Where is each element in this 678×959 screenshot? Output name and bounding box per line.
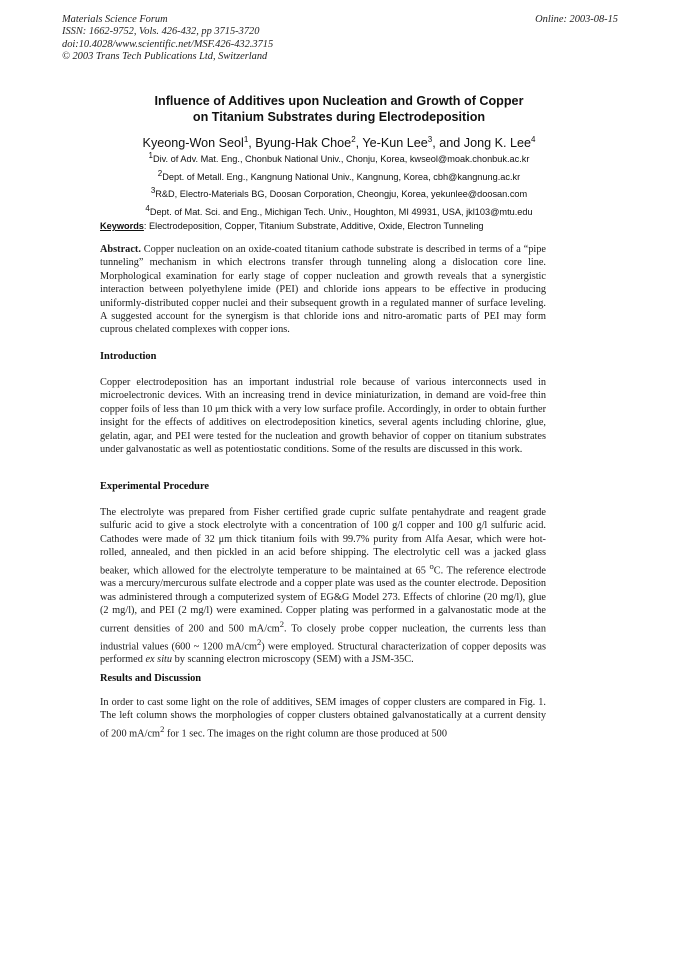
keywords-label: Keywords (100, 221, 144, 231)
author-sup: 1 (243, 135, 249, 144)
abstract (100, 243, 546, 337)
author-sup: 3 (427, 135, 433, 144)
abstract-label: Abstract. (100, 244, 141, 255)
keywords-text: : Electrodeposition, Copper, Titanium Substrate, Additive, Oxide, Electron Tunneling (143, 221, 484, 231)
res-text: for 1 sec. The images on the right column are those produced at 500 (164, 728, 447, 740)
section-heading-experimental: Experimental Procedure (100, 481, 209, 492)
keywords (100, 221, 618, 231)
author-sep: , (248, 136, 256, 151)
abstract-text: Copper nucleation on an oxide-coated titanium cathode substrate is described in terms of a “pipe tunneling” mechanism in which electrons transfer through tunneling along a dislocation core line. Morphological examination for early stage of copper nucleation and growth reveals that a synergistic interaction between polyethylene imide (PEI) and chloride ions appears to be effective in producing uniformly-distributed copper nuclei and their subsequent growth in a regulated manner of surface leveling. A suggested account for the synergism is that chloride ions and nitro-aromatic parts of PEI may form cuprous chelated complexes with copper ions. (100, 244, 546, 336)
online-date: Online: 2003-08-15 (535, 14, 618, 25)
journal-name: Materials Science Forum (62, 14, 168, 25)
affiliation-list (60, 149, 618, 220)
degree-sup: o (429, 560, 434, 571)
res-text: In order to cast some light on the role of additives, SEM images of copper clusters are compared in Fig. 1. The left column shows the morphologies of copper clusters obtained galvanostatically at a current density of 200 mA/cm (100, 697, 546, 740)
affil-sup: 2 (157, 168, 163, 178)
affil-sup: 3 (150, 186, 156, 196)
affiliation (60, 149, 618, 167)
exp-text: C. The reference electrode was a mercury/mercurous sulfate electrode and a copper plate was used as the counter electrode. Deposition was administered through a computerized system of EG&G Model 273. Effects of chlorine (20 mg/l), glue (2 mg/l), and PEI (2 mg/l) were examined. Copper plating was performed in a galvanostatic mode at the current densities of 200 and 500 mA/cm (100, 565, 546, 635)
superscript: 2 (160, 723, 165, 734)
doi-line: doi:10.4028/www.scientific.net/MSF.426-432.3715 (62, 38, 274, 50)
affiliation (60, 167, 618, 185)
section-heading-results: Results and Discussion (100, 673, 202, 684)
affil-text: Dept. of Mat. Sci. and Eng., Michigan Tech. Univ., Houghton, MI 49931, USA, jkl103@mtu.edu (149, 207, 533, 218)
section-heading-introduction: Introduction (100, 351, 157, 362)
author-name: Kyeong-Won Seol (142, 136, 244, 151)
introduction-paragraph: Copper electrodeposition has an important industrial role because of various interconnects used in microelectronic devices. With an increasing trend in device miniaturization, in demand are void-free thin copper foils of less than 10 μm thick with a very low surface profile. Accordingly, in order to obtain further insight for the effects of additives on electrodeposition kinetics, several agents including chlorine, glue, gelatin, agar, and PEI were tested for the nucleation and growth behavior of copper on titanium substrates under galvanostatic as well as potentiostatic conditions. Some of the results are discussed in this work. (100, 377, 546, 456)
exp-text: by scanning electron microscopy (SEM) with a JSM-35C. (172, 654, 414, 666)
superscript: 2 (279, 618, 284, 629)
author-name: Jong K. Lee (463, 136, 531, 151)
journal-header (62, 14, 273, 64)
title-line-2: on Titanium Substrates during Electrodeposition (192, 110, 486, 124)
author-name: Ye-Kun Lee (362, 136, 428, 151)
issn-line: ISSN: 1662-9752, Vols. 426-432, pp 3715-3720 (62, 26, 260, 38)
exp-text: ) were employed. Structural characterization of copper deposits was performed (100, 640, 546, 666)
exp-text: . To closely probe copper nucleation, the currents less than industrial values (600 ~ 1200 mA/cm (100, 623, 546, 652)
superscript: 2 (257, 636, 262, 647)
author-name: Byung-Hak Choe (255, 136, 352, 151)
affil-sup: 4 (145, 203, 150, 213)
title-line-1: Influence of Additives upon Nucleation and Growth of Copper (154, 94, 524, 108)
author-sup: 4 (530, 135, 536, 144)
affiliation (60, 202, 618, 220)
affil-text: Dept. of Metall. Eng., Kangnung National Univ., Kangnung, Korea, cbh@kangnung.ac.kr (162, 171, 521, 182)
ex-situ-italic: ex situ (145, 654, 173, 666)
author-sep: , (355, 136, 363, 151)
exp-text: The electrolyte was prepared from Fisher certified grade cupric sulfate pentahydrate and reagent grade sulfuric acid to give a stock electrolyte with a concentration of 100 g/l copper and 100 g/l sulfuric acid. Cathodes were made of 32 μm thick titanium foils with 99.7% purity from Alfa Aesar, which were hot-rolled, annealed, and then pickled in an acid before shipping. The electrolytic cell was a jacked glass beaker, which allowed for the electrolyte temperature to be maintained at 65 (100, 507, 546, 577)
affil-text: R&D, Electro-Materials BG, Doosan Corporation, Cheongju, Korea, yekunlee@doosan.com (155, 189, 528, 200)
results-paragraph (100, 696, 546, 741)
experimental-paragraph (100, 506, 546, 667)
author-sep: , and (432, 136, 464, 151)
copyright-line: © 2003 Trans Tech Publications Ltd, Switzerland (62, 51, 268, 63)
affil-text: Div. of Adv. Mat. Eng., Chonbuk National Univ., Chonju, Korea, kwseol@moak.chonbuk.ac.kr (152, 154, 530, 165)
affiliation (60, 184, 618, 202)
affil-sup: 1 (148, 151, 153, 160)
author-sup: 2 (351, 135, 356, 144)
paper-title (60, 93, 618, 125)
